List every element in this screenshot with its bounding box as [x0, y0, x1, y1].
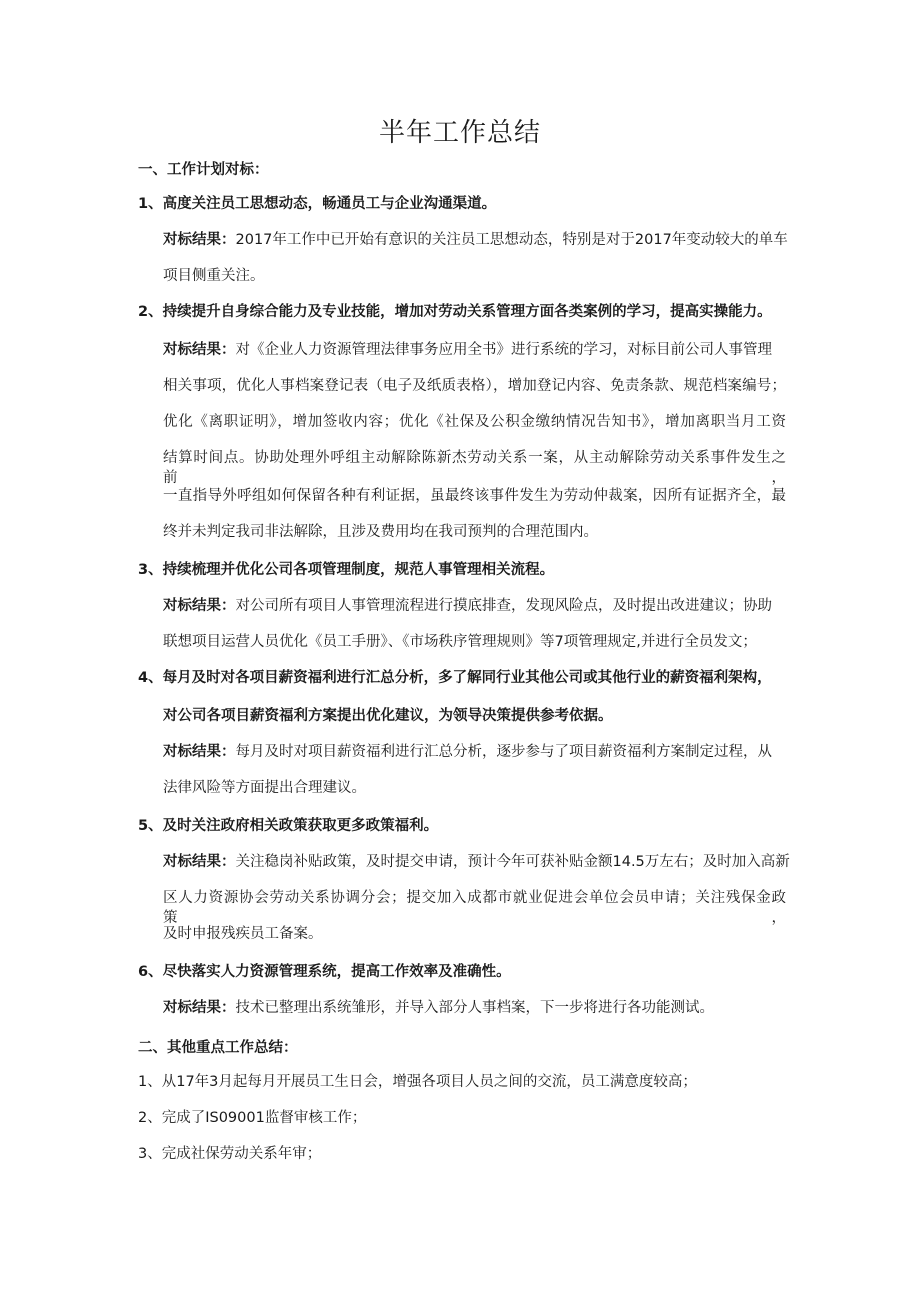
- result-text: 技术已整理出系统雏形，并导入部分人事档案，下一步将进行各功能测试。: [235, 1000, 714, 1016]
- result-text: 对《企业人力资源管理法律事务应用全书》进行系统的学习，对标目前公司人事管理: [235, 342, 772, 358]
- result-text: 2017年工作中已开始有意识的关注员工思想动态，特别是对于2017年变动较大的单车: [235, 232, 788, 248]
- item-2-heading: 2、持续提升自身综合能力及专业技能，增加对劳动关系管理方面各类案例的学习，提高实操能力。: [138, 304, 772, 320]
- result-text: 对公司所有项目人事管理流程进行摸底排查，发现风险点，及时提出改进建议；协助: [235, 598, 772, 614]
- item-2-result-line: 相关事项，优化人事档案登记表（电子及纸质表格），增加登记内容、免责条款、规范档案编号；: [163, 378, 786, 394]
- item-2-result: [163, 340, 772, 360]
- item-2-result-line: 优化《离职证明》，增加签收内容；优化《社保及公积金缴纳情况告知书》，增加离职当月工资: [163, 414, 786, 430]
- item-6-result: [163, 998, 714, 1018]
- item-5-heading: 5、及时关注政府相关政策获取更多政策福利。: [138, 818, 439, 834]
- item-5-result-line: 区人力资源协会劳动关系协调分会；提交加入成都市就业促进会单位会员申请；关注残保金政策，: [163, 890, 786, 926]
- page-title: 半年工作总结: [378, 118, 541, 148]
- result-label: 对标结果：: [163, 1000, 236, 1016]
- result-text: 关注稳岗补贴政策，及时提交申请，预计今年可获补贴金额14.5万左右；及时加入高新: [235, 854, 790, 870]
- result-text: 每月及时对项目薪资福利进行汇总分析，逐步参与了项目薪资福利方案制定过程，从: [235, 744, 772, 760]
- item-3-result: [163, 596, 772, 616]
- item-2-result-line: 终并未判定我司非法解除，且涉及费用均在我司预判的合理范围内。: [163, 524, 598, 540]
- result-label: 对标结果：: [163, 342, 236, 358]
- section-2-heading: 二、其他重点工作总结：: [138, 1040, 298, 1056]
- item-4-result-line: 法律风险等方面提出合理建议。: [163, 780, 366, 796]
- item-6-heading: 6、尽快落实人力资源管理系统，提高工作效率及准确性。: [138, 964, 511, 980]
- result-label: 对标结果：: [163, 854, 236, 870]
- result-label: 对标结果：: [163, 232, 236, 248]
- item-5-result-line: 及时申报残疾员工备案。: [163, 926, 323, 942]
- result-label: 对标结果：: [163, 598, 236, 614]
- item-1-result-line: 项目侧重关注。: [163, 268, 265, 284]
- section-2-item: 3、完成社保劳动关系年审；: [138, 1146, 322, 1162]
- item-3-result-line: 联想项目运营人员优化《员工手册》、《市场秩序管理规则》等7项管理规定,并进行全员发文；: [163, 634, 757, 650]
- item-1-heading: 1、高度关注员工思想动态，畅通员工与企业沟通渠道。: [138, 196, 497, 212]
- section-2-item: 1、从17年3月起每月开展员工生日会，增强各项目人员之间的交流，员工满意度较高；: [138, 1074, 697, 1090]
- section-1-heading: 一、工作计划对标：: [138, 162, 269, 178]
- section-2-item: 2、完成了IS09001监督审核工作；: [138, 1110, 367, 1126]
- item-1-result: [163, 230, 788, 250]
- item-2-result-line: 一直指导外呼组如何保留各种有利证据，虽最终该事件发生为劳动仲裁案，因所有证据齐全，最: [163, 488, 786, 504]
- item-4-heading: 4、每月及时对各项目薪资福利进行汇总分析，多了解同行业其他公司或其他行业的薪资福利架构，: [138, 670, 772, 686]
- item-5-result: [163, 852, 790, 872]
- result-label: 对标结果：: [163, 744, 236, 760]
- item-3-heading: 3、持续梳理并优化公司各项管理制度，规范人事管理相关流程。: [138, 562, 555, 578]
- item-4-result: [163, 742, 772, 762]
- item-2-result-line: 结算时间点。协助处理外呼组主动解除陈新杰劳动关系一案，从主动解除劳动关系事件发生之前，: [163, 450, 786, 486]
- item-4-heading-cont: 对公司各项目薪资福利方案提出优化建议，为领导决策提供参考依据。: [163, 708, 613, 724]
